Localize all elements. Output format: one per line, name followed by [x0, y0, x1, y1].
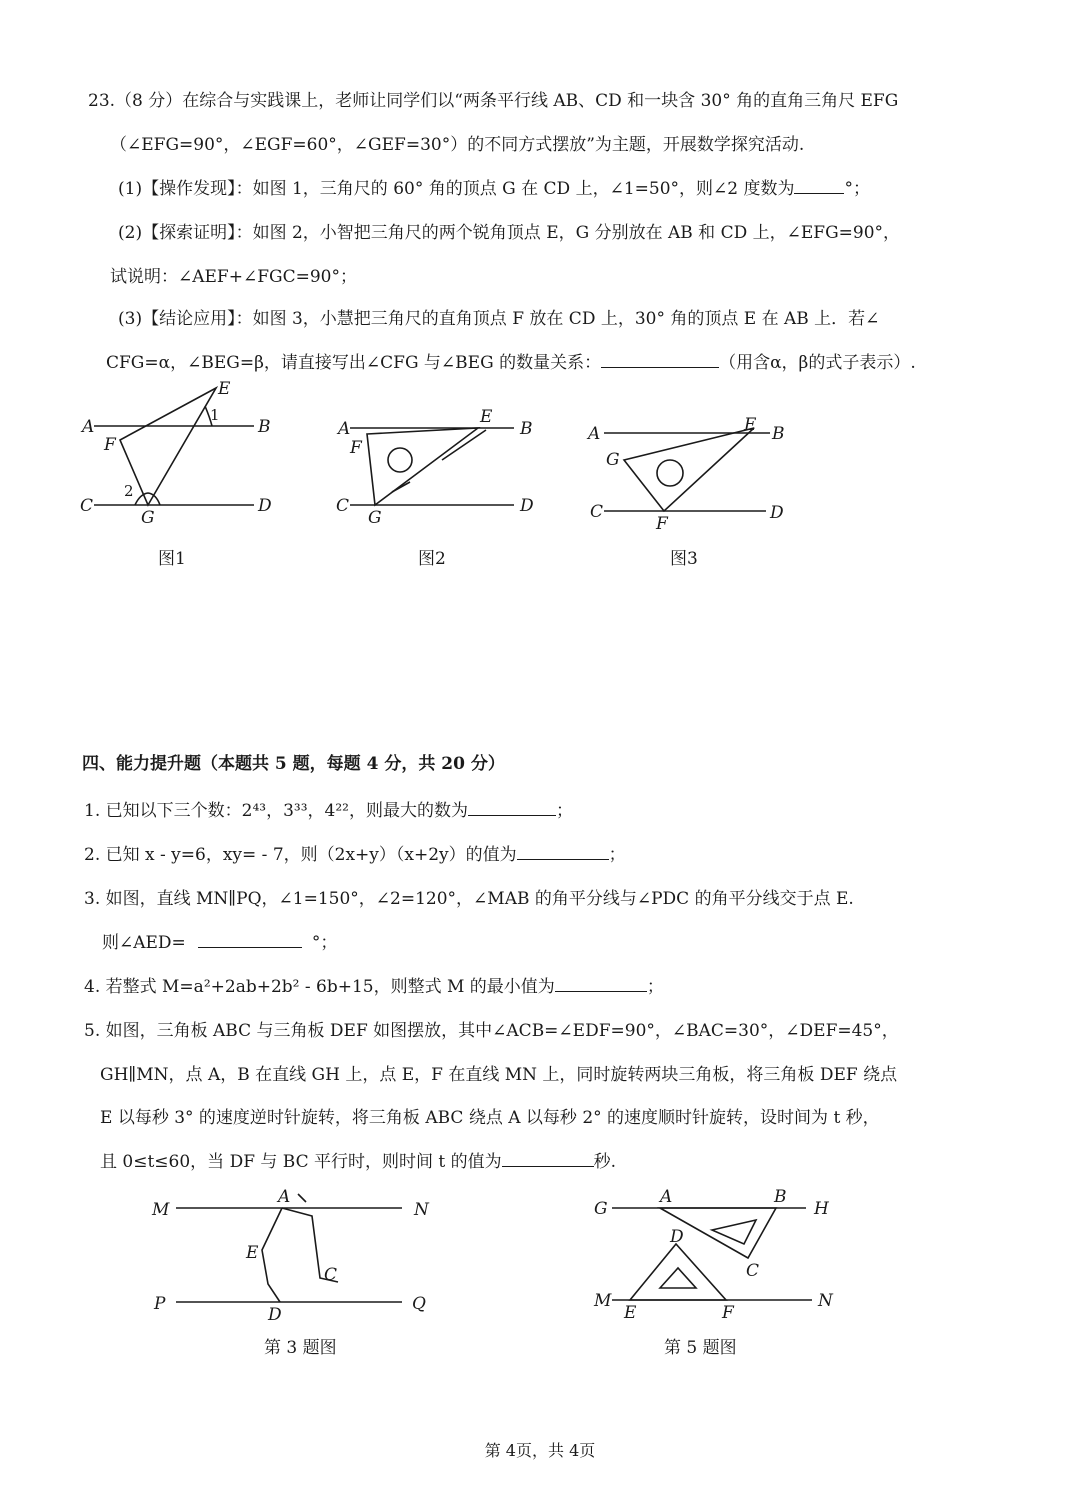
q23-line1: 23.（8 分）在综合与实践课上，老师让同学们以“两条平行线 AB、CD 和一块含 30° 角的直角三角尺 EFG — [88, 91, 899, 111]
section4-heading: 四、能力提升题（本题共 5 题，每题 4 分，共 20 分） — [82, 754, 505, 774]
label-E: E — [218, 379, 231, 399]
figure-q5-caption: 第 5 题图 — [664, 1338, 737, 1358]
label-D: D — [670, 1227, 684, 1247]
answer-blank — [198, 931, 302, 948]
s4-q5c: E 以每秒 3° 的速度逆时针旋转，将三角板 ABC 绕点 A 以每秒 2° 的速度顺时针旋转，设时间为 t 秒， — [100, 1108, 880, 1128]
label-M: M — [152, 1200, 170, 1220]
q23-part1-text: (1)【操作发现】：如图 1，三角尺的 60° 角的顶点 G 在 CD 上，∠1=50°，则∠2 度数为 — [118, 179, 795, 199]
s4-q5b: GH∥MN，点 A，B 在直线 GH 上，点 E，F 在直线 MN 上，同时旋转两块三角板，将三角板 DEF 绕点 — [100, 1065, 898, 1085]
page-footer: 第 4页，共 4页 — [484, 1441, 596, 1460]
figure-q3-caption: 第 3 题图 — [264, 1338, 337, 1358]
s4-q1-end: ； — [555, 801, 573, 821]
label-B: B — [772, 424, 785, 444]
label-E: E — [744, 415, 757, 435]
q23-part1 — [118, 174, 870, 199]
label-G: G — [594, 1199, 608, 1219]
label-F: F — [656, 514, 668, 534]
answer-blank — [517, 843, 609, 860]
label-A: A — [660, 1187, 673, 1207]
s4-q5a: 5. 如图，三角板 ABC 与三角板 DEF 如图摆放，其中∠ACB=∠EDF=90°，∠BAC=30°，∠DEF=45°， — [84, 1021, 899, 1041]
label-Q: Q — [412, 1294, 426, 1314]
figure-2-caption: 图2 — [418, 549, 446, 569]
s4-q3b — [102, 928, 337, 953]
label-N: N — [414, 1200, 429, 1220]
q23-part2a: (2)【探索证明】：如图 2，小智把三角尺的两个锐角顶点 E，G 分别放在 AB 和 CD 上，∠EFG=90°， — [118, 223, 901, 243]
s4-q5d — [100, 1147, 616, 1172]
q23-part3b-text: CFG=α，∠BEG=β，请直接写出∠CFG 与∠BEG 的数量关系： — [106, 353, 602, 373]
figure-1 — [80, 379, 272, 528]
label-M: M — [594, 1291, 612, 1311]
q23-part1-end: °； — [844, 179, 870, 199]
figure-2 — [336, 407, 534, 528]
label-B: B — [258, 417, 271, 437]
label-D: D — [258, 496, 272, 516]
label-B: B — [774, 1187, 787, 1207]
label-E: E — [624, 1303, 637, 1323]
answer-blank — [601, 351, 719, 368]
figure-3-caption: 图3 — [670, 549, 698, 569]
answer-blank — [794, 177, 844, 194]
s4-q1-text: 1. 已知以下三个数：2⁴³，3³³，4²²，则最大的数为 — [84, 801, 468, 821]
s4-q1 — [84, 796, 573, 821]
label-C: C — [324, 1265, 338, 1285]
q23-part3a: (3)【结论应用】：如图 3，小慧把三角尺的直角顶点 F 放在 CD 上，30° 角的顶点 E 在 AB 上．若∠ — [118, 309, 880, 329]
label-A: A — [588, 424, 601, 444]
s4-q2-end: ； — [608, 845, 626, 865]
section4-figures — [0, 1180, 1080, 1340]
label-A: A — [278, 1187, 291, 1207]
label-C: C — [746, 1261, 760, 1281]
label-D: D — [770, 503, 784, 523]
answer-blank — [502, 1150, 594, 1167]
angle-1-label: 1 — [210, 406, 220, 424]
s4-q3b-text: 则∠AED= — [102, 933, 186, 953]
figure-q3 — [151, 1187, 430, 1325]
label-C: C — [80, 496, 94, 516]
q23-part3b-end: （用含α，β的式子表示）. — [719, 353, 916, 373]
q23-part2b: 试说明：∠AEF+∠FGC=90°； — [110, 267, 357, 287]
q23-part3b — [106, 348, 916, 373]
s4-q4 — [84, 972, 664, 997]
figure-3 — [586, 415, 785, 534]
label-A: A — [82, 417, 95, 437]
s4-q4-end: ； — [646, 977, 664, 997]
label-E: E — [480, 407, 493, 427]
figure-q5 — [593, 1187, 834, 1323]
label-F: F — [350, 438, 362, 458]
label-G: G — [368, 508, 382, 528]
s4-q3b-end: °； — [311, 933, 338, 953]
label-C: C — [590, 502, 604, 522]
label-G: G — [606, 450, 620, 470]
label-H: H — [814, 1199, 829, 1219]
q23-line2: （∠EFG=90°，∠EGF=60°，∠GEF=30°）的不同方式摆放”为主题，开展数学探究活动. — [110, 135, 805, 155]
answer-blank — [555, 975, 647, 992]
s4-q3a: 3. 如图，直线 MN∥PQ，∠1=150°，∠2=120°，∠MAB 的角平分线与∠PDC 的角平分线交于点 E. — [84, 889, 854, 909]
label-D: D — [520, 496, 534, 516]
s4-q2 — [84, 840, 626, 865]
label-E: E — [246, 1243, 259, 1263]
label-P: P — [154, 1294, 166, 1314]
label-C: C — [336, 496, 350, 516]
s4-q5d-end: 秒. — [593, 1152, 617, 1172]
s4-q4-text: 4. 若整式 M=a²+2ab+2b² - 6b+15，则整式 M 的最小值为 — [84, 977, 555, 997]
s4-q5d-text: 且 0≤t≤60，当 DF 与 BC 平行时，则时间 t 的值为 — [100, 1152, 502, 1172]
s4-q2-text: 2. 已知 x - y=6，xy= - 7，则（2x+y）（x+2y）的值为 — [84, 845, 517, 865]
label-N: N — [818, 1291, 833, 1311]
label-F: F — [104, 435, 116, 455]
label-B: B — [520, 419, 533, 439]
figure-1-caption: 图1 — [158, 549, 186, 569]
answer-blank — [468, 799, 556, 816]
label-F: F — [722, 1303, 734, 1323]
label-A: A — [338, 419, 351, 439]
label-D: D — [268, 1305, 282, 1325]
label-G: G — [141, 508, 155, 528]
angle-2-label: 2 — [124, 482, 134, 500]
